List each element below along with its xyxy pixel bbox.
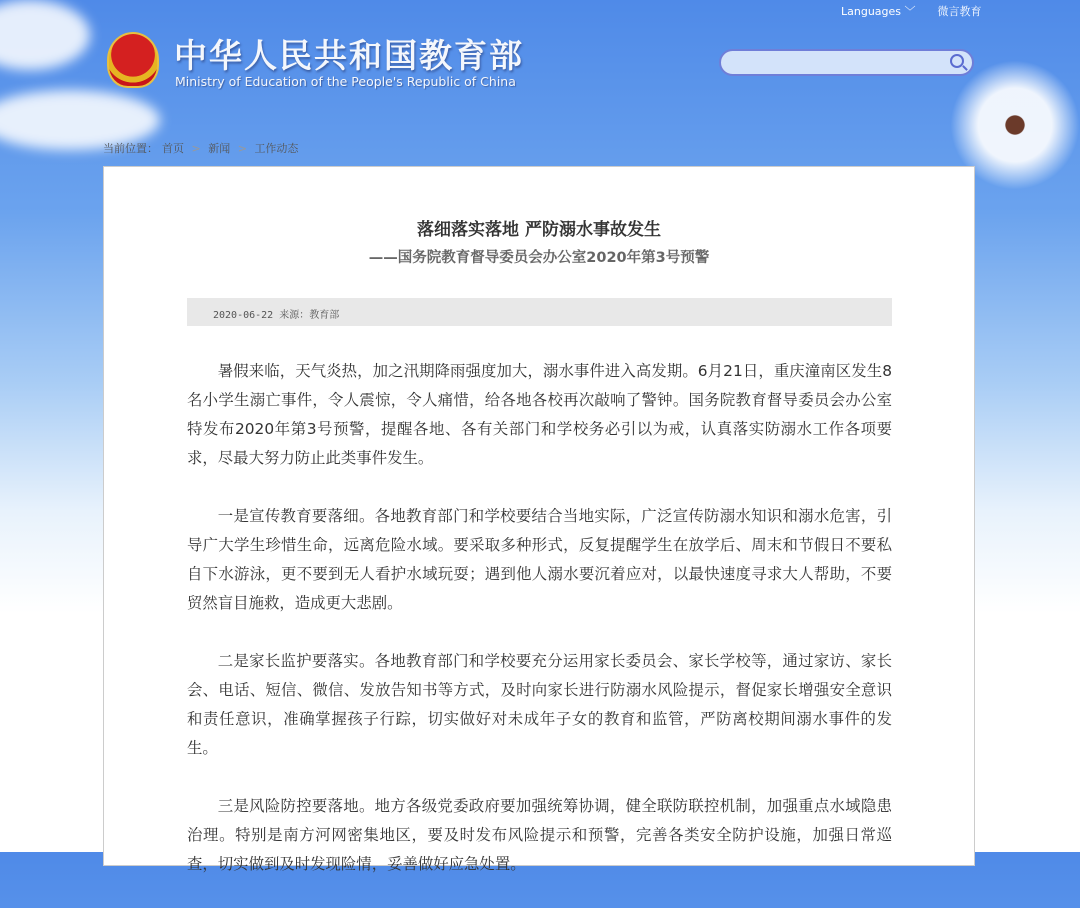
- breadcrumb: [103, 140, 302, 156]
- breadcrumb-work[interactable]: 工作动态: [254, 142, 299, 155]
- site-title[interactable]: 中华人民共和国教育部: [174, 36, 524, 75]
- search-icon[interactable]: [950, 54, 964, 68]
- breadcrumb-label: 当前位置：: [103, 142, 158, 155]
- languages-dropdown[interactable]: Languages ﹀: [841, 5, 916, 18]
- search-box: [719, 49, 974, 76]
- article-meta: 2020-06-22 来源：教育部: [187, 298, 892, 326]
- site-subtitle: Ministry of Education of the People's Republic of China: [175, 74, 516, 89]
- breadcrumb-sep: >: [237, 142, 247, 155]
- article-paragraph: 三是风险防控要落地。地方各级党委政府要加强统筹协调，健全联防联控机制，加强重点水域隐患治理。特别是南方河网密集地区，要及时发布风险提示和预警，完善各类安全防护设施，加强日常巡查，切实做到及时发现险情，妥善做好应急处置。: [187, 797, 892, 873]
- search-input[interactable]: [721, 51, 941, 74]
- article-paragraph: 一是宣传教育要落细。各地教育部门和学校要结合当地实际，广泛宣传防溺水知识和溺水危害，引导广大学生珍惜生命，远离危险水域。要采取多种形式，反复提醒学生在放学后、周末和节假日不要私自下水游泳，更不要到无人看护水域玩耍；遇到他人溺水要沉着应对，以最快速度寻求大人帮助，不要贸然盲目施救，造成更大悲剧。: [187, 507, 892, 612]
- article-panel: [103, 166, 975, 873]
- breadcrumb-home[interactable]: 首页: [162, 142, 184, 155]
- article-title: 落细落实落地 严防溺水事故发生: [417, 220, 661, 240]
- national-emblem-logo[interactable]: [107, 32, 159, 88]
- article-paragraph: 二是家长监护要落实。各地教育部门和学校要充分运用家长委员会、家长学校等，通过家访、家长会、电话、短信、微信、发放告知书等方式，及时向家长进行防溺水风险提示，督促家长增强安全意识和责任意识，准确掌握孩子行踪，切实做好对未成年子女的教育和监管，严防离校期间溺水事件的发生。: [187, 652, 892, 757]
- article-subtitle: ——国务院教育督导委员会办公室2020年第3号预警: [368, 250, 710, 266]
- article-paragraph: 暑假来临，天气炎热，加之汛期降雨强度加大，溺水事件进入高发期。6月21日，重庆潼南区发生8名小学生溺亡事件，令人震惊，令人痛惜，给各地各校再次敲响了警钟。国务院教育督导委员会办公室特发布2020年第3号预警，提醒各地、各有关部门和学校务必引以为戒，认真落实防溺水工作各项要求，尽最大努力防止此类事件发生。: [187, 362, 892, 467]
- breadcrumb-news[interactable]: 新闻: [208, 142, 231, 155]
- languages-label: Languages: [841, 5, 902, 18]
- weiyan-link[interactable]: 微言教育: [937, 5, 982, 18]
- cloud-decoration: [0, 0, 90, 70]
- article-body: [187, 357, 892, 908]
- top-links: [841, 3, 982, 19]
- breadcrumb-sep: >: [191, 142, 201, 155]
